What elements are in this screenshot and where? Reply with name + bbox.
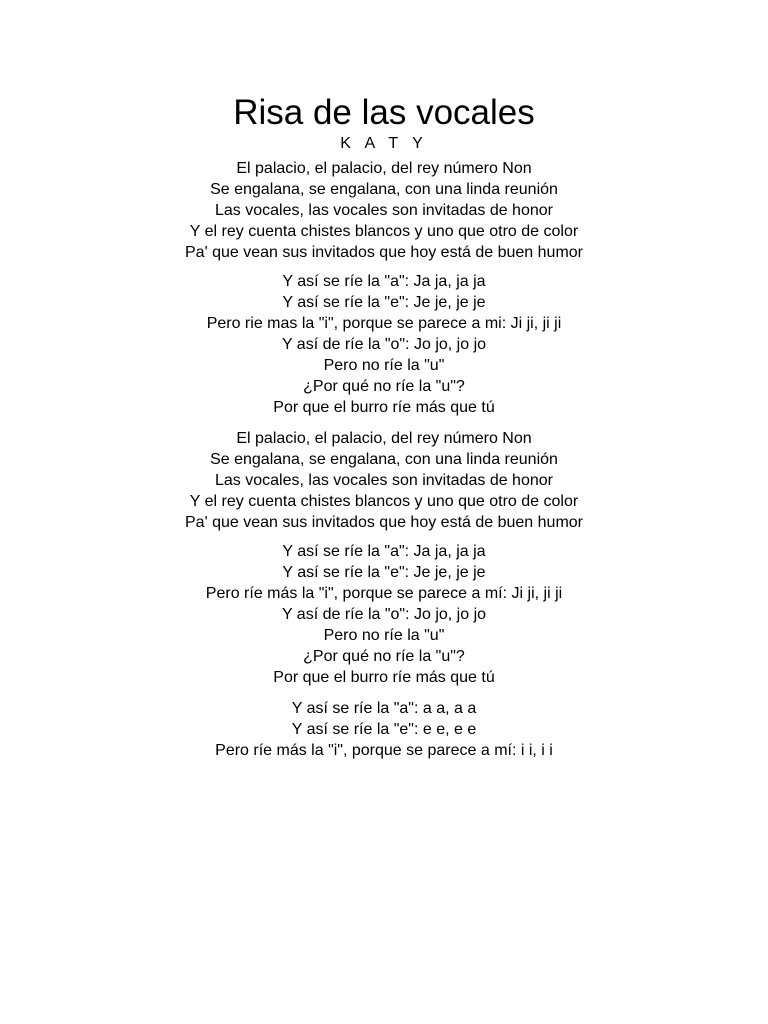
lyric-line: Y así se ríe la "e": Je je, je je	[282, 294, 486, 311]
lyric-line: El palacio, el palacio, del rey número Non	[236, 160, 532, 177]
stanza-4	[0, 541, 768, 688]
lyric-line: Pero ríe más la "i", porque se parece a mí: i i, i i	[215, 742, 553, 759]
lyric-line: Se engalana, se engalana, con una linda reunión	[210, 451, 558, 468]
stanza-5	[0, 698, 768, 761]
lyric-line: Se engalana, se engalana, con una linda reunión	[210, 181, 558, 198]
lyric-line: El palacio, el palacio, del rey número Non	[236, 430, 532, 447]
lyric-line: Y así de ríe la "o": Jo jo, jo jo	[281, 336, 487, 353]
lyric-line: Las vocales, las vocales son invitadas de honor	[215, 472, 553, 489]
song-author: K A T Y	[340, 135, 428, 152]
stanza-3	[0, 428, 768, 533]
lyric-line: Y el rey cuenta chistes blancos y uno que otro de color	[189, 223, 579, 240]
lyric-line: Y así se ríe la "e": e e, e e	[291, 721, 477, 738]
lyric-line: Y así de ríe la "o": Jo jo, jo jo	[281, 606, 487, 623]
lyric-line: Por que el burro ríe más que tú	[273, 669, 495, 686]
lyric-line: ¿Por qué no ríe la "u"?	[303, 648, 465, 665]
lyric-line: Por que el burro ríe más que tú	[273, 399, 495, 416]
lyric-line: Pa' que vean sus invitados que hoy está de buen humor	[185, 514, 583, 531]
lyric-line: Y así se ríe la "a": a a, a a	[291, 700, 477, 717]
lyric-line: Y así se ríe la "a": Ja ja, ja ja	[282, 273, 486, 290]
lyric-line: Pero no ríe la "u"	[323, 357, 445, 374]
lyric-line: Pero ríe más la "i", porque se parece a mí: Ji ji, ji ji	[205, 585, 563, 602]
lyric-line: Y así se ríe la "a": Ja ja, ja ja	[282, 543, 486, 560]
lyric-line: Las vocales, las vocales son invitadas de honor	[215, 202, 553, 219]
lyric-line: ¿Por qué no ríe la "u"?	[303, 378, 465, 395]
lyric-line: Pero rie mas la "i", porque se parece a mi: Ji ji, ji ji	[206, 315, 562, 332]
stanza-1	[0, 158, 768, 263]
lyric-line: Y el rey cuenta chistes blancos y uno que otro de color	[189, 493, 579, 510]
lyric-line: Pero no ríe la "u"	[323, 627, 445, 644]
lyric-line: Pa' que vean sus invitados que hoy está de buen humor	[185, 244, 583, 261]
lyric-line: Y así se ríe la "e": Je je, je je	[282, 564, 486, 581]
stanza-2	[0, 271, 768, 418]
song-title: Risa de las vocales	[233, 93, 535, 132]
